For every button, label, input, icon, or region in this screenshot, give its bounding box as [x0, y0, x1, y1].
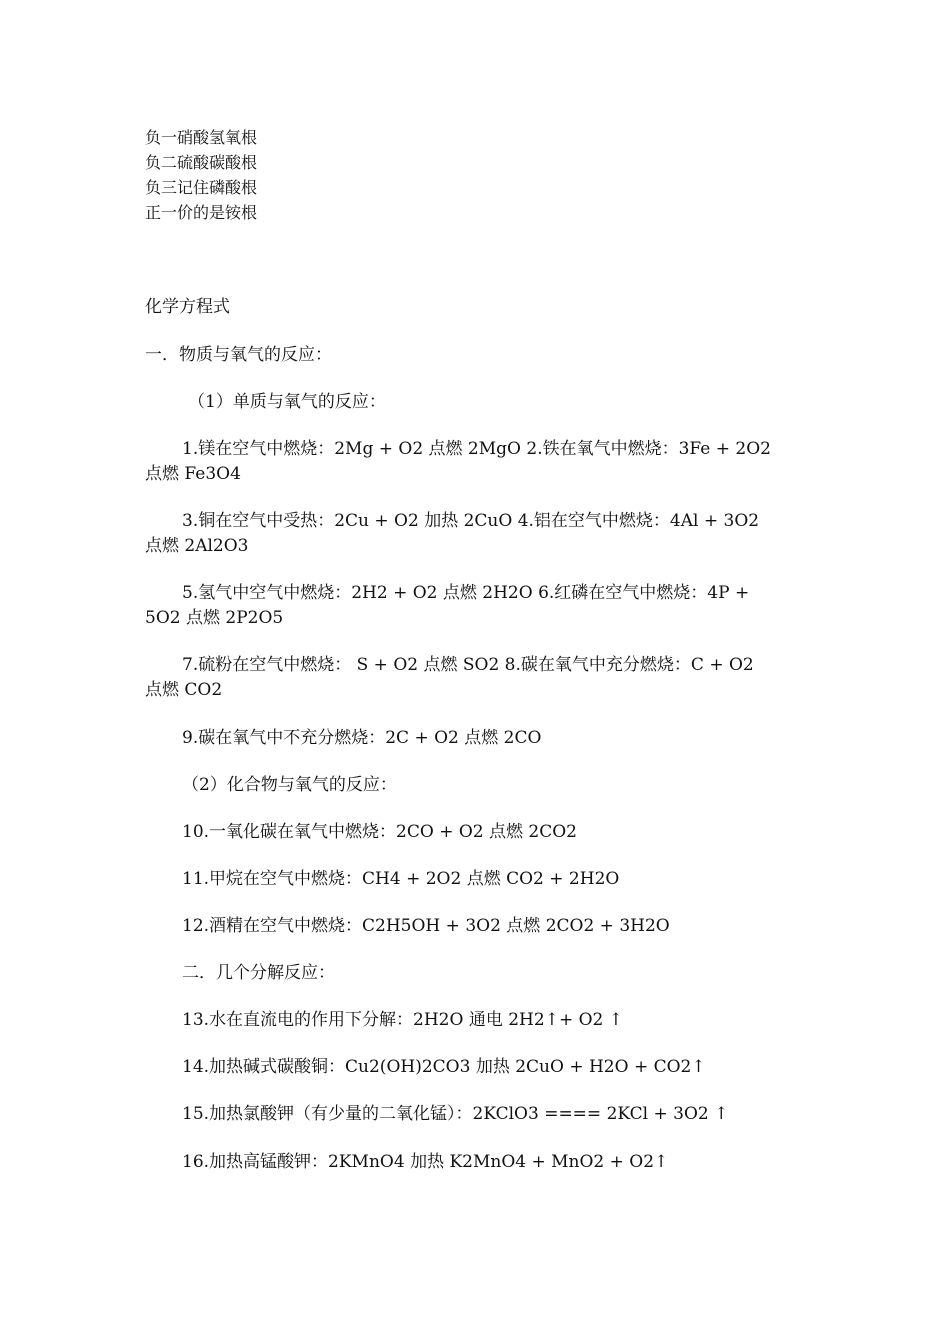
equation-line: 点燃 2Al2O3	[145, 536, 249, 556]
equation-line: 1.镁在空气中燃烧：2Mg + O2 点燃 2MgO 2.铁在氧气中燃烧：3Fe + 2O2	[182, 439, 771, 459]
equation-line: 3.铜在空气中受热：2Cu + O2 加热 2CuO 4.铝在空气中燃烧：4Al + 3O2	[182, 511, 760, 531]
equation-line: 12.酒精在空气中燃烧：C2H5OH + 3O2 点燃 2CO2 + 3H2O	[182, 916, 670, 936]
mnemonic-line: 正一价的是铵根	[145, 203, 258, 222]
equation-line: 15.加热氯酸钾（有少量的二氧化锰）：2KClO3 ==== 2KCl + 3O2 ↑	[182, 1104, 729, 1124]
equation-line: 7.硫粉在空气中燃烧： S + O2 点燃 SO2 8.碳在氧气中充分燃烧：C + O2	[182, 655, 754, 675]
mnemonic-line: 负三记住磷酸根	[145, 178, 258, 197]
subsection-title: （2）化合物与氧气的反应：	[182, 775, 397, 795]
mnemonic-line: 负一硝酸氢氧根	[145, 128, 258, 147]
equation-line: 16.加热高锰酸钾：2KMnO4 加热 K2MnO4 + MnO2 + O2↑	[182, 1152, 669, 1172]
equation-line: 13.水在直流电的作用下分解：2H2O 通电 2H2↑+ O2 ↑	[182, 1010, 623, 1030]
equation-line: 点燃 Fe3O4	[145, 464, 241, 484]
section-title: 一．物质与氧气的反应：	[145, 345, 332, 365]
equation-line: 点燃 CO2	[145, 680, 223, 700]
equation-line: 11.甲烷在空气中燃烧：CH4 + 2O2 点燃 CO2 + 2H2O	[182, 869, 620, 889]
page-title: 化学方程式	[145, 297, 230, 317]
mnemonic-line: 负二硫酸碳酸根	[145, 153, 258, 172]
equation-line: 5O2 点燃 2P2O5	[145, 608, 284, 628]
equation-line: 9.碳在氧气中不充分燃烧：2C + O2 点燃 2CO	[182, 728, 542, 748]
equation-line: 14.加热碱式碳酸铜：Cu2(OH)2CO3 加热 2CuO + H2O + CO2↑	[182, 1057, 706, 1077]
equation-line: 10.一氧化碳在氧气中燃烧：2CO + O2 点燃 2CO2	[182, 822, 577, 842]
subsection-title: （1）单质与氧气的反应：	[188, 392, 386, 412]
section-title: 二．几个分解反应：	[182, 963, 335, 983]
equation-line: 5.氢气中空气中燃烧：2H2 + O2 点燃 2H2O 6.红磷在空气中燃烧：4P +	[182, 583, 750, 603]
